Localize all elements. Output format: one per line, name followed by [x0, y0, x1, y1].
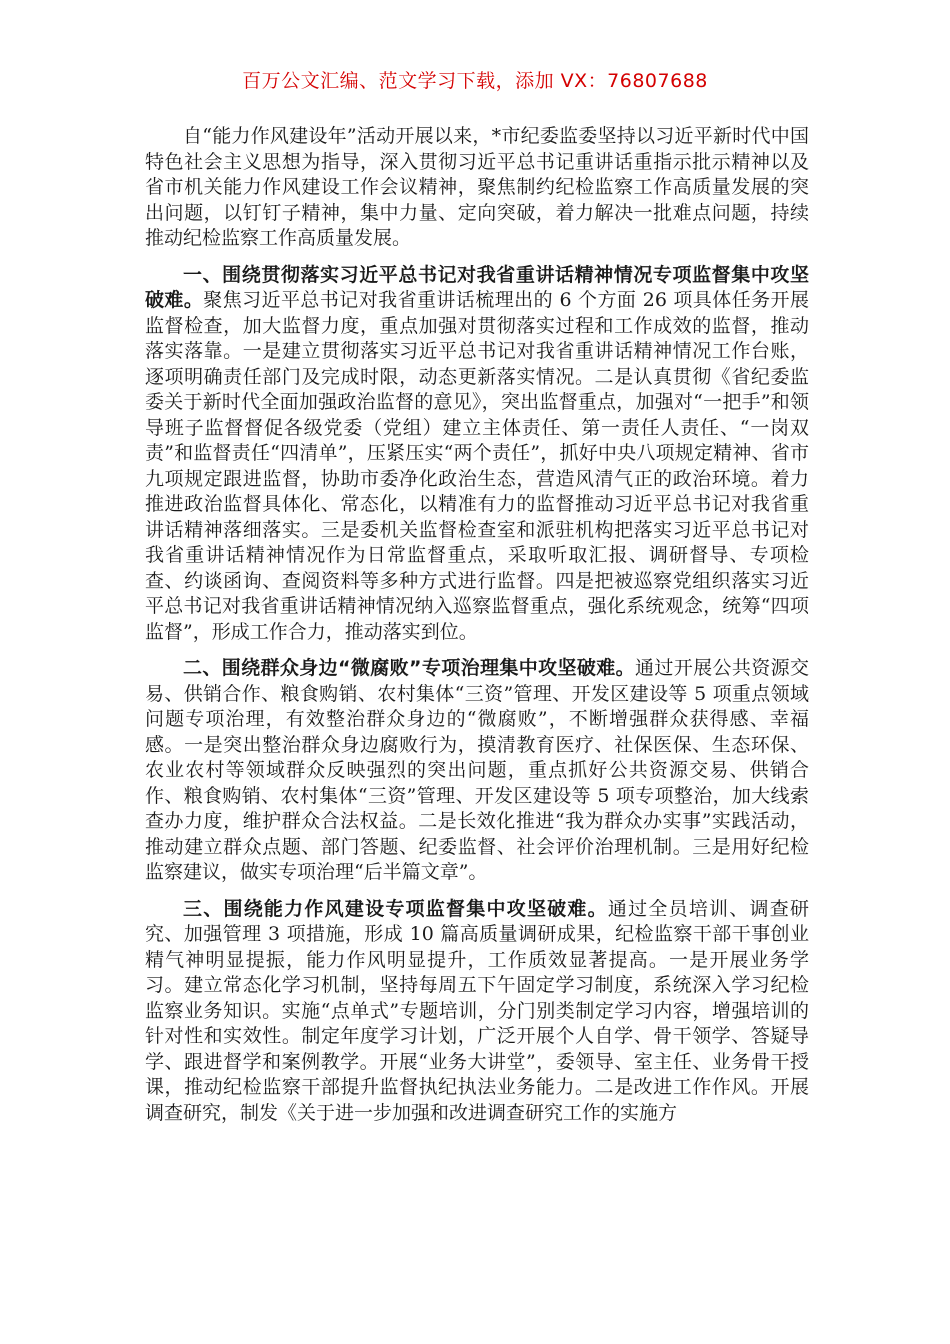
document-body [145, 124, 809, 1137]
section-2-paragraph [145, 656, 809, 886]
section-1-paragraph [145, 263, 809, 646]
section-1-body: 聚焦习近平总书记对我省重讲话梳理出的 6 个方面 26 项具体任务开展监督检查，加大监督力度，重点加强对贯彻落实过程和工作成效的监督，推动落实落靠。一是建立贯彻落实习近平总书记对我省重讲话精神情况工作台账，逐项明确责任部门及完成时限，动态更新落实情况。二是认真贯彻《省纪委监委关于新时代全面加强政治监督的意见》，突出监督重点，加强对“一把手”和领导班子监督督促各级党委（党组）建立主体责任、第一责任人责任、“一岗双责”和监督责任“四清单”，压紧压实“两个责任”，抓好中央八项规定精神、省市九项规定跟进监督，协助市委净化政治生态，营造风清气正的政治环境。着力推进政治监督具体化、常态化，以精准有力的监督推动习近平总书记对我省重讲话精神落细落实。三是委机关监督检查室和派驻机构把落实习近平总书记对我省重讲话精神情况作为日常监督重点，采取听取汇报、调研督导、专项检查、约谈函询、查阅资料等多种方式进行监督。四是把被巡察党组织落实习近平总书记对我省重讲话精神情况纳入巡察监督重点，强化系统观念，统筹“四项监督”，形成工作合力，推动落实到位。 [145, 289, 809, 643]
header-banner: 百万公文汇编、范文学习下载，添加 VX：76807688 [242, 70, 708, 92]
section-1-heading: 一、围绕贯彻落实习近平总书记对我省重讲话精神情况专项监督集中攻坚破难。 [145, 263, 809, 311]
section-3-heading: 三、围绕能力作风建设专项监督集中攻坚破难。 [183, 897, 608, 920]
section-2-body: 通过开展公共资源交易、供销合作、粮食购销、农村集体“三资”管理、开发区建设等 5 项重点领域问题专项治理，有效整治群众身边的“微腐败”，不断增强群众获得感、幸福感。一是突出整治群众身边腐败行为，摸清教育医疗、社保医保、生态环保、农业农村等领域群众反映强烈的突出问题，重点抓好公共资源交易、供销合作、粮食购销、农村集体“三资”管理、开发区建设等 5 项专项整治，加大线索查办力度，维护群众合法权益。二是长效化推进“我为群众办实事”实践活动，推动建立群众点题、部门答题、纪委监督、社会评价治理机制。三是用好纪检监察建议，做实专项治理“后半篇文章”。 [145, 657, 809, 883]
section-2-heading: 二、围绕群众身边“微腐败”专项治理集中攻坚破难。 [183, 657, 635, 679]
intro-paragraph: 自“能力作风建设年”活动开展以来，*市纪委监委坚持以习近平新时代中国特色社会主义思想为指导，深入贯彻习近平总书记重讲话重指示批示精神以及省市机关能力作风建设工作会议精神，聚焦制约纪检监察工作高质量发展的突出问题，以钉钉子精神，集中力量、定向突破，着力解决一批难点问题，持续推动纪检监察工作高质量发展。 [145, 125, 809, 249]
section-3-body: 通过全员培训、调查研究、加强管理 3 项措施，形成 10 篇高质量调研成果，纪检监察干部干事创业精气神明显提振，能力作风明显提升，工作质效显著提高。一是开展业务学习。建立常态化学习机制，坚持每周五下午固定学习制度，系统深入学习纪检监察业务知识。实施“点单式”专题培训，分门别类制定学习内容，增强培训的针对性和实效性。制定年度学习计划，广泛开展个人自学、骨干领学、答疑导学、跟进督学和案例教学。开展“业务大讲堂”，委领导、室主任、业务骨干授课，推动纪检监察干部提升监督执纪执法业务能力。二是改进工作作风。开展调查研究，制发《关于进一步加强和改进调查研究工作的实施方 [145, 897, 809, 1124]
section-3-paragraph [145, 897, 809, 1127]
